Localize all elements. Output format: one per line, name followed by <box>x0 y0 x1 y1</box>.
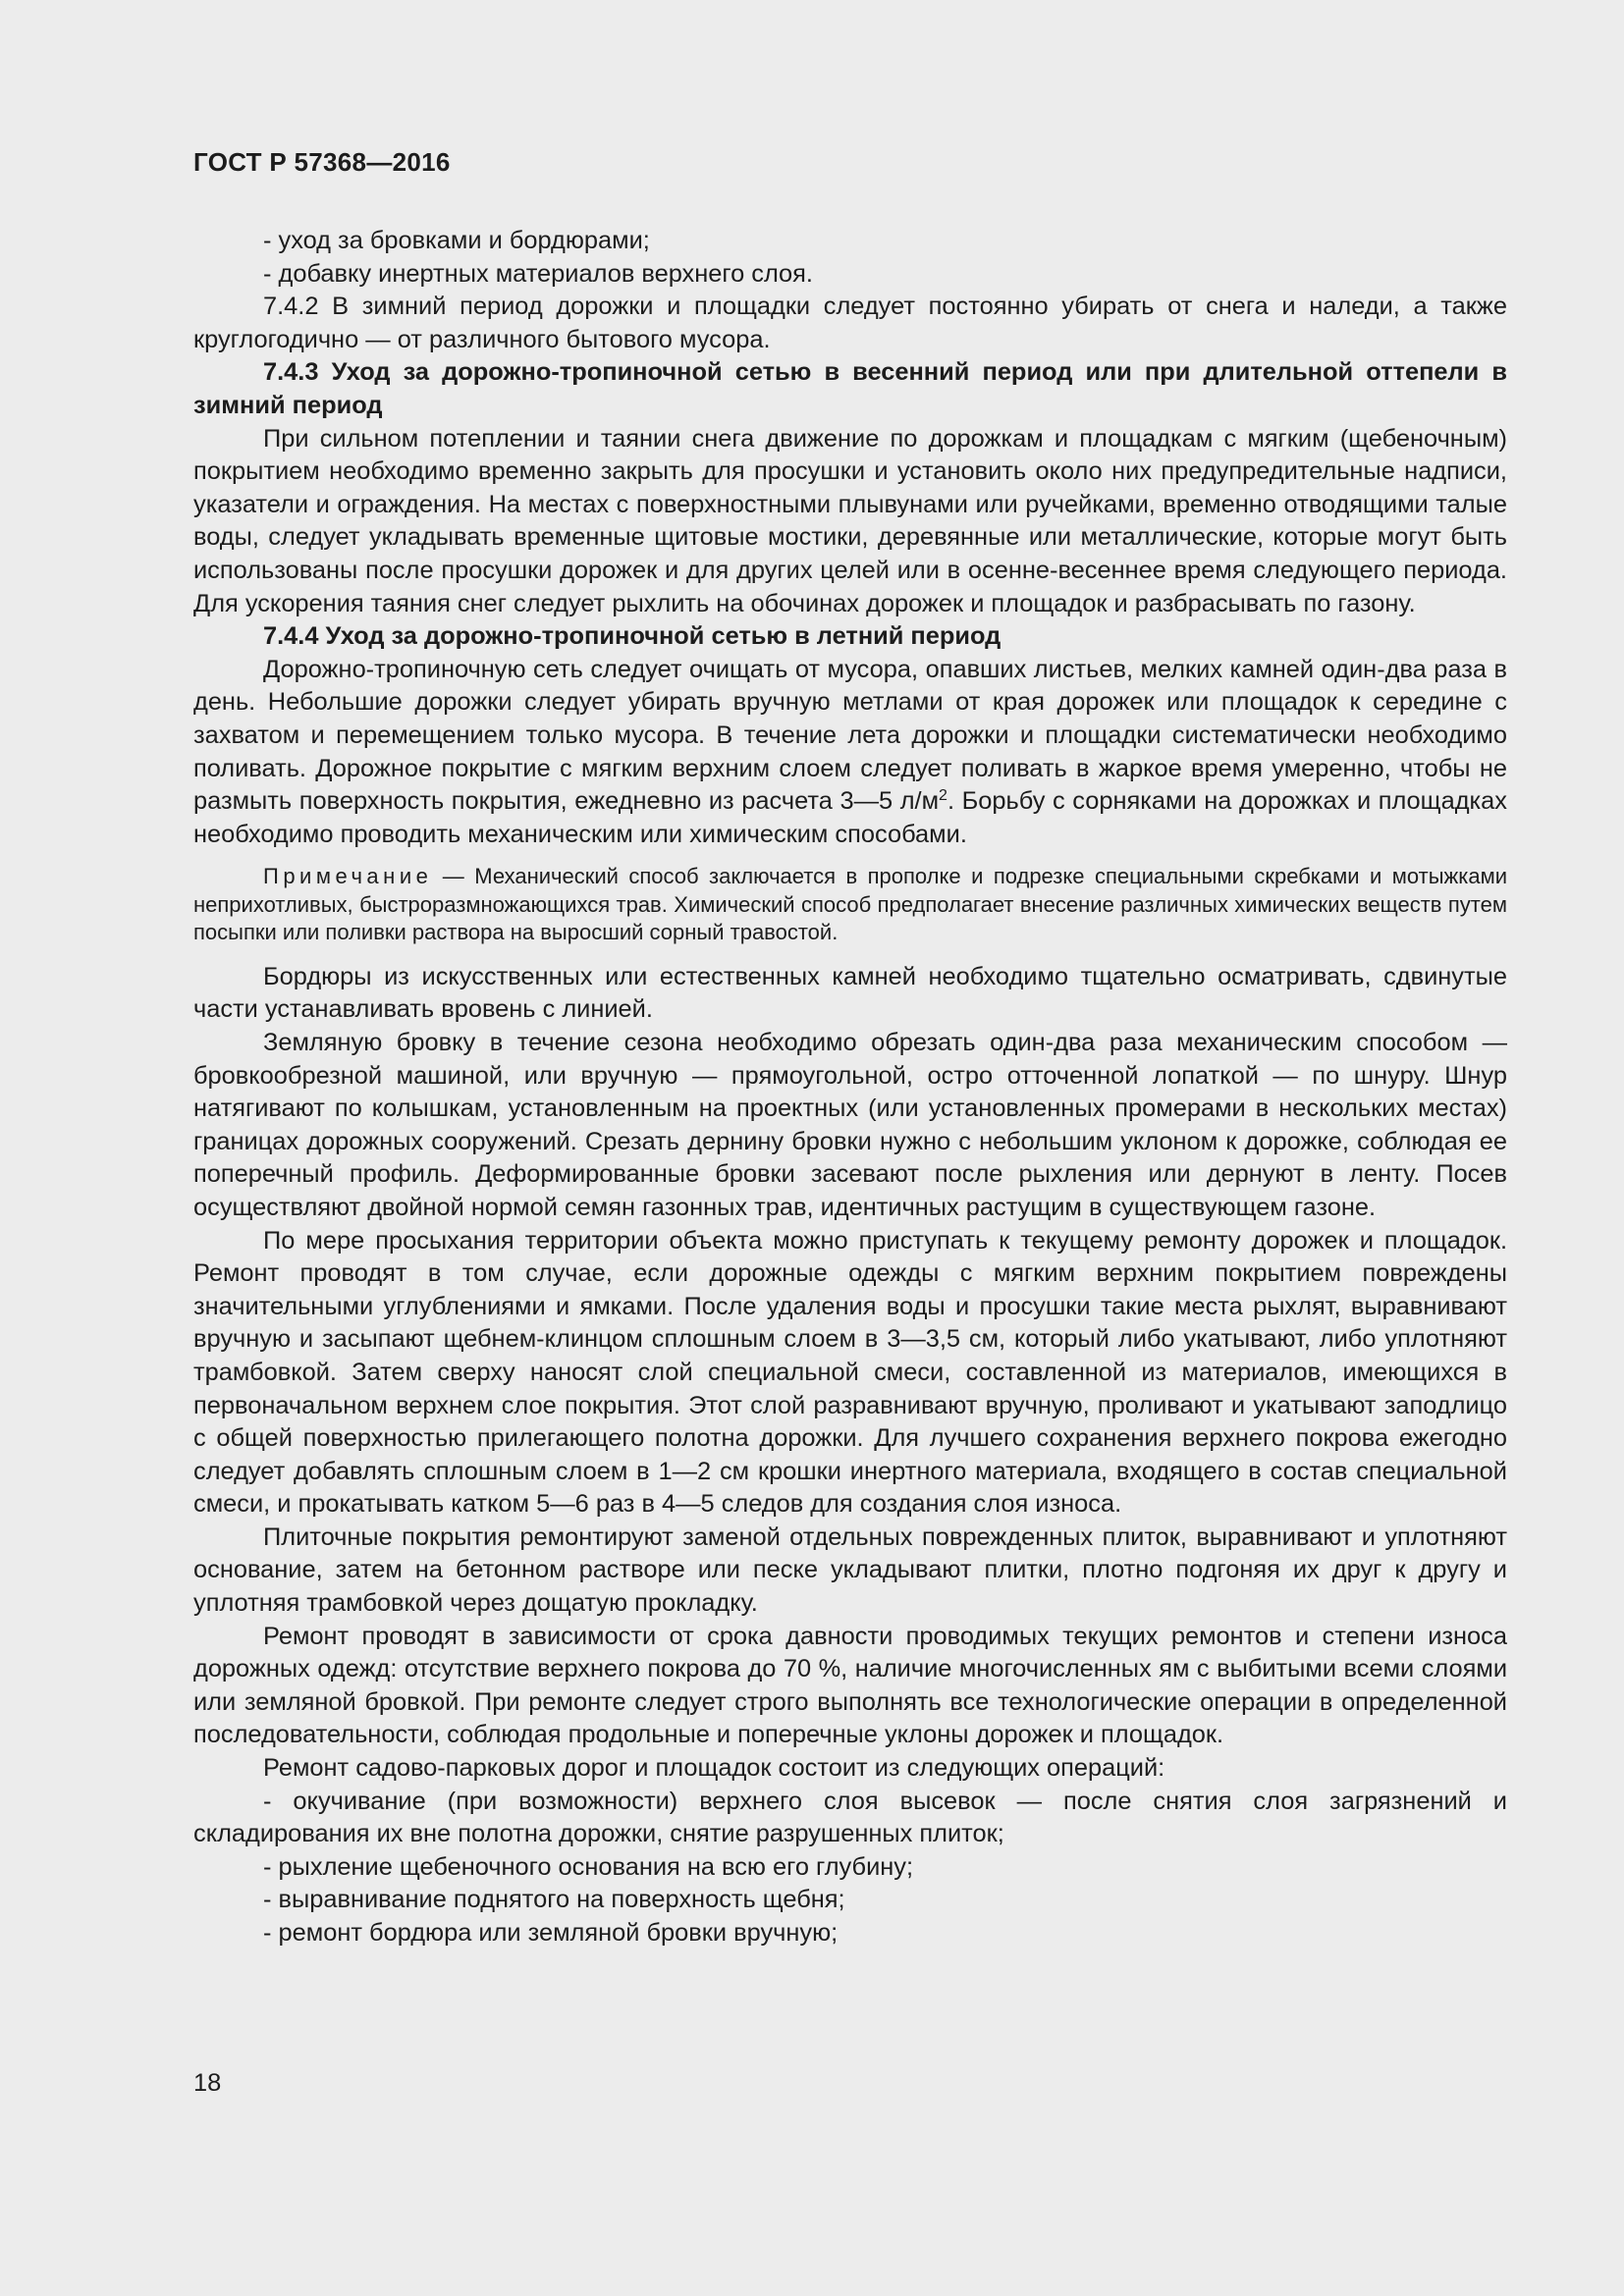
paragraph: Ремонт проводят в зависимости от срока давности проводимых текущих ремонтов и степени износа дорожных одежд: отсутствие верхнего покрова до 70 %, наличие многочисленных ям с выбитыми всеми слоями или земляной бровкой. При ремонте следует строго выполнять все технологические операции в определенной последовательности, соблюдая продольные и поперечные уклоны дорожек и площадок. <box>193 1622 1507 1749</box>
superscript: 2 <box>939 787 947 805</box>
list-item: - выравнивание поднятого на поверхность щебня; <box>263 1886 845 1914</box>
note <box>193 863 1507 947</box>
paragraph-7-4-2: 7.4.2 В зимний период дорожки и площадки следует постоянно убирать от снега и наледи, а также круглогодично — от различного бытового мусора. <box>193 293 1507 353</box>
document-body <box>193 225 1507 1950</box>
section-heading-7-4-4: 7.4.4 Уход за дорожно-тропиночной сетью в летний период <box>263 622 1001 651</box>
list-item: - окучивание (при возможности) верхнего слоя высевок — после снятия слоя загрязнений и складирования их вне полотна дорожки, снятие разрушенных плиток; <box>193 1787 1507 1848</box>
document-code-header: ГОСТ Р 57368—2016 <box>193 147 451 177</box>
paragraph: По мере просыхания территории объекта можно приступать к текущему ремонту дорожек и площадок. Ремонт проводят в том случае, если дорожные одежды с мягким верхним покрытием повреждены значительными углублениями и ямками. После удаления воды и просушки такие места рыхлят, выравнивают вручную и засыпают щебнем-клинцом сплошным слоем в 3—3,5 см, который либо укатывают, либо уплотняют трамбовкой. Затем сверху наносят слой специальной смеси, составленной из материалов, имеющихся в первоначальном верхнем слое покрытия. Этот слой разравнивают вручную, проливают и укатывают заподлицо с общей поверхностью прилегающего полотна дорожки. Для лучшего сохранения верхнего покрова ежегодно следует добавлять сплошным слоем в 1—2 см крошки инертного материала, входящего в состав специальной смеси, и прокатывать катком 5—6 раз в 4—5 следов для создания слоя износа. <box>193 1226 1507 1519</box>
list-item: - ремонт бордюра или земляной бровки вручную; <box>263 1919 839 1947</box>
paragraph: Ремонт садово-парковых дорог и площадок состоит из следующих операций: <box>263 1754 1165 1783</box>
list-item: - уход за бровками и бордюрами; <box>263 227 650 254</box>
paragraph <box>193 654 1507 852</box>
note-text: — Механический способ заключается в прополке и подрезке специальными скребками и мотыжками неприхотливых, быстроразмножающихся трав. Химический способ предполагает внесение различных химических веществ путем посыпки или поливки раствора на выросший сорный травостой. <box>193 864 1507 945</box>
paragraph: Плиточные покрытия ремонтируют заменой отдельных поврежденных плиток, выравнивают и уплотняют основание, затем на бетонном растворе или песке укладывают плитки, плотно подгоняя их друг к другу и уплотняя трамбовкой через дощатую прокладку. <box>193 1522 1507 1618</box>
list-item: - добавку инертных материалов верхнего слоя. <box>263 259 813 288</box>
section-heading-7-4-3: 7.4.3 Уход за дорожно-тропиночной сетью в весенний период или при длительной оттепели в зимний период <box>193 358 1507 419</box>
page-number: 18 <box>193 2069 222 2097</box>
paragraph-text: Дорожно-тропиночную сеть следует очищать от мусора, опавших листьев, мелких камней один-два раза в день. Небольшие дорожки следует убирать вручную метлами от края дорожек или площадок к середине с захватом и перемещением только мусора. В течение лета дорожки и площадки систематически необходимо поливать. Дорожное покрытие с мягким верхним слоем следует поливать в жаркое время умеренно, чтобы не размыть поверхность покрытия, ежедневно из расчета 3—5 л/м <box>193 655 1507 816</box>
paragraph: Бордюры из искусственных или естественных камней необходимо тщательно осматривать, сдвинутые части устанавливать вровень с линией. <box>193 962 1507 1024</box>
paragraph: Земляную бровку в течение сезона необходимо обрезать один-два раза механическим способом — бровкообрезной машиной, или вручную — прямоугольной, остро отточенной лопаткой — по шнуру. Шнур натягивают по колышкам, установленным на проектных (или установленных промерами в нескольких местах) границах дорожных сооружений. Срезать дернину бровки нужно с небольшим уклоном к дорожке, соблюдая ее поперечный профиль. Деформированные бровки засевают после рыхления или дернуют в ленту. Посев осуществляют двойной нормой семян газонных трав, идентичных растущим в существующем газоне. <box>193 1028 1507 1221</box>
paragraph: При сильном потеплении и таянии снега движение по дорожкам и площадкам с мягким (щебеночным) покрытием необходимо временно закрыть для просушки и установить около них предупредительные надписи, указатели и ограждения. На местах с поверхностными плывунами или ручейками, временно отводящими талые воды, следует укладывать временные щитовые мостики, деревянные или металлические, которые могут быть использованы после просушки дорожек и для других целей или в осенне-весеннее время следующего периода. Для ускорения таяния снег следует рыхлить на обочинах дорожек и площадок и разбрасывать по газону. <box>193 424 1507 617</box>
list-item: - рыхление щебеночного основания на всю его глубину; <box>263 1852 914 1881</box>
paragraph-text: . Борьбу с сорняками на дорожках и площадках необходимо проводить механическим или химическим способами. <box>193 787 1507 848</box>
note-label: Примечание <box>263 864 433 889</box>
